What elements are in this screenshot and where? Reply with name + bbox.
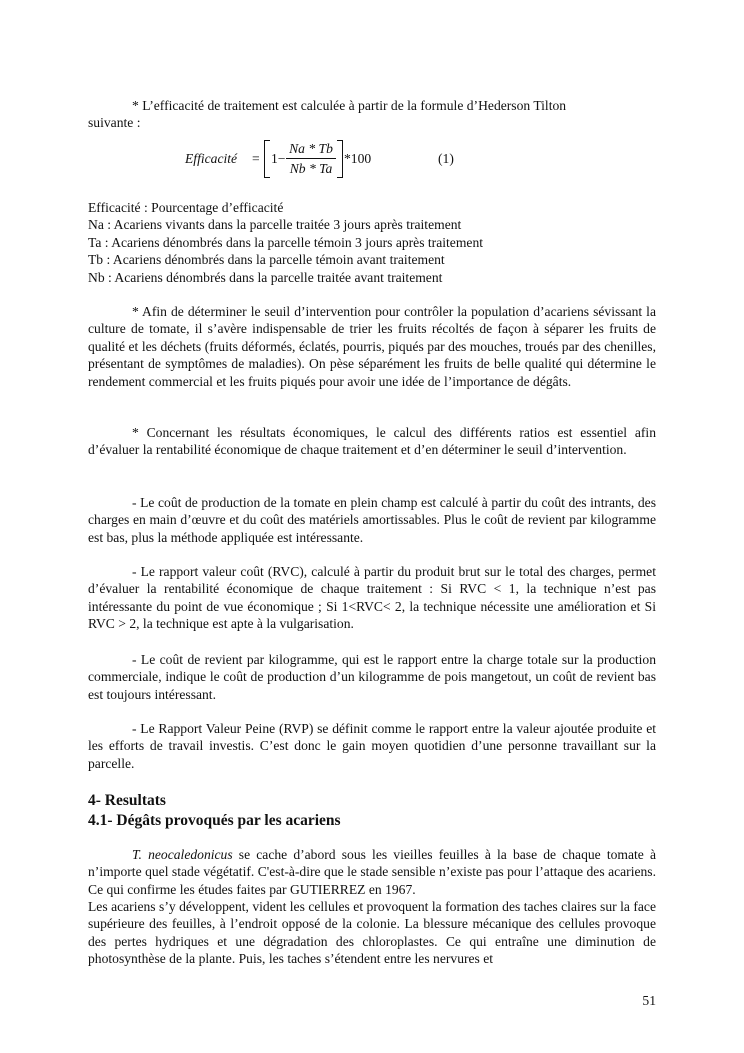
paragraph-cout-production-text: - Le coût de production de la tomate en plein champ est calculé à partir du coût des intrants, des charges en main d’œuvre et du coût des matériels amortissables. Plus le coût de revient par kilogramme est bas, plus la méthode appliquée est intéressante. bbox=[88, 495, 656, 545]
paragraph-rvc-text: - Le rapport valeur coût (RVC), calculé à partir du produit brut sur le total des charges, permet d’évaluer la rentabilité économique de chaque traitement : Si RVC < 1, la technique n’est pas intéressante du point de vue économique ; Si 1<RVC< 2, la technique nécessite une amélioration et Si RVC > 2, la technique est apte à la vulgarisation. bbox=[88, 564, 656, 632]
section-heading: 4- Resultats bbox=[88, 792, 166, 809]
subsection-heading: 4.1- Dégâts provoqués par les acariens bbox=[88, 812, 341, 829]
definition-item: Ta : Acariens dénombrés dans la parcelle témoin 3 jours après traitement bbox=[88, 234, 484, 250]
paragraph-economiques-text: * Concernant les résultats économiques, le calcul des différents ratios est essentiel afin d’évaluer la rentabilité économique de chaque traitement et d’en déterminer le seuil d’intervention. bbox=[88, 425, 656, 458]
paragraph-rvp bbox=[88, 720, 656, 772]
formula-label: Efficacité bbox=[185, 151, 238, 166]
paragraph-rvp-text: - Le Rapport Valeur Peine (RVP) se définit comme le rapport entre la valeur ajoutée produite et les efforts de travail investis. C’est donc le gain moyen quotidien d’une personne travaillant sur la parcelle. bbox=[88, 721, 656, 771]
paragraph-seuil-text: * Afin de déterminer le seuil d’intervention pour contrôler la population d’acariens sévissant la culture de tomate, il s’avère indispensable de trier les fruits récoltés de façon à séparer les fruits de qualité et les déchets (fruits déformés, éclatés, pourris, piqués par des mouches, troués par des chenilles, présentant de symptômes de maladies). On pèse séparément les fruits de belle qualité qui détermine le rendement commercial et les fruits piqués pour avoir une idée de l’importance de dégâts. bbox=[88, 304, 656, 389]
formula-one-minus: 1− bbox=[271, 151, 286, 166]
paragraph-rvc bbox=[88, 563, 656, 633]
formula-equation-number: (1) bbox=[438, 151, 454, 166]
page-number: 51 bbox=[642, 993, 656, 1008]
formula-equals: = bbox=[252, 151, 260, 166]
paragraph-cout-revient-text: - Le coût de revient par kilogramme, qui est le rapport entre la charge totale sur la production commerciale, indique le coût de production d’un kilogramme de pois mangetout, un coût de revient bas est toujours intéressant. bbox=[88, 652, 656, 702]
definition-item: Tb : Acariens dénombrés dans la parcelle témoin avant traitement bbox=[88, 252, 445, 268]
results-paragraph-1 bbox=[88, 846, 656, 898]
formula-multiplier: *100 bbox=[344, 151, 372, 166]
paragraph-cout-revient bbox=[88, 651, 656, 703]
results-paragraph-1-text: se cache d’abord sous les vieilles feuilles à la base de chaque tomate à n’importe quel stade végétatif. C'est-à-dire que le stade sensible n’existe pas pour l’attaque des acariens. Ce qui confirme les études faites par GUTIERREZ en 1967. bbox=[88, 847, 657, 897]
formula-left-bracket bbox=[264, 140, 270, 178]
intro-paragraph bbox=[88, 97, 656, 132]
efficacy-formula bbox=[180, 138, 480, 180]
species-name: T. neocaledonicus bbox=[132, 847, 233, 862]
intro-line-1: * L’efficacité de traitement est calculée à partir de la formule d’Hederson Tilton bbox=[132, 98, 567, 113]
paragraph-seuil bbox=[88, 303, 656, 390]
intro-line-2: suivante : bbox=[88, 115, 141, 131]
results-paragraph-2-text: Les acariens s’y développent, vident les cellules et provoquent la formation des taches claires sur la face supérieure des feuilles, à l’endroit opposé de la colonie. La blessure mécanique des cellules provoque des pertes hydriques et une dégradation des chloroplastes. Ce qui entraîne une diminution de photosynthèse de la plante. Puis, les taches s’étendent entre les nervures et bbox=[88, 899, 656, 967]
results-paragraph-2 bbox=[88, 898, 656, 968]
formula-numerator: Na * Tb bbox=[289, 141, 333, 156]
definition-item: Efficacité : Pourcentage d’efficacité bbox=[88, 200, 284, 215]
paragraph-economiques bbox=[88, 424, 656, 459]
definitions-list bbox=[88, 199, 656, 286]
formula-fraction-bar bbox=[286, 158, 336, 159]
formula-right-bracket bbox=[337, 140, 343, 178]
paragraph-cout-production bbox=[88, 494, 656, 546]
definition-item: Nb : Acariens dénombrés dans la parcelle traitée avant traitement bbox=[88, 269, 443, 285]
definition-item: Na : Acariens vivants dans la parcelle traitée 3 jours après traitement bbox=[88, 217, 462, 233]
formula-denominator: Nb * Ta bbox=[289, 161, 333, 176]
